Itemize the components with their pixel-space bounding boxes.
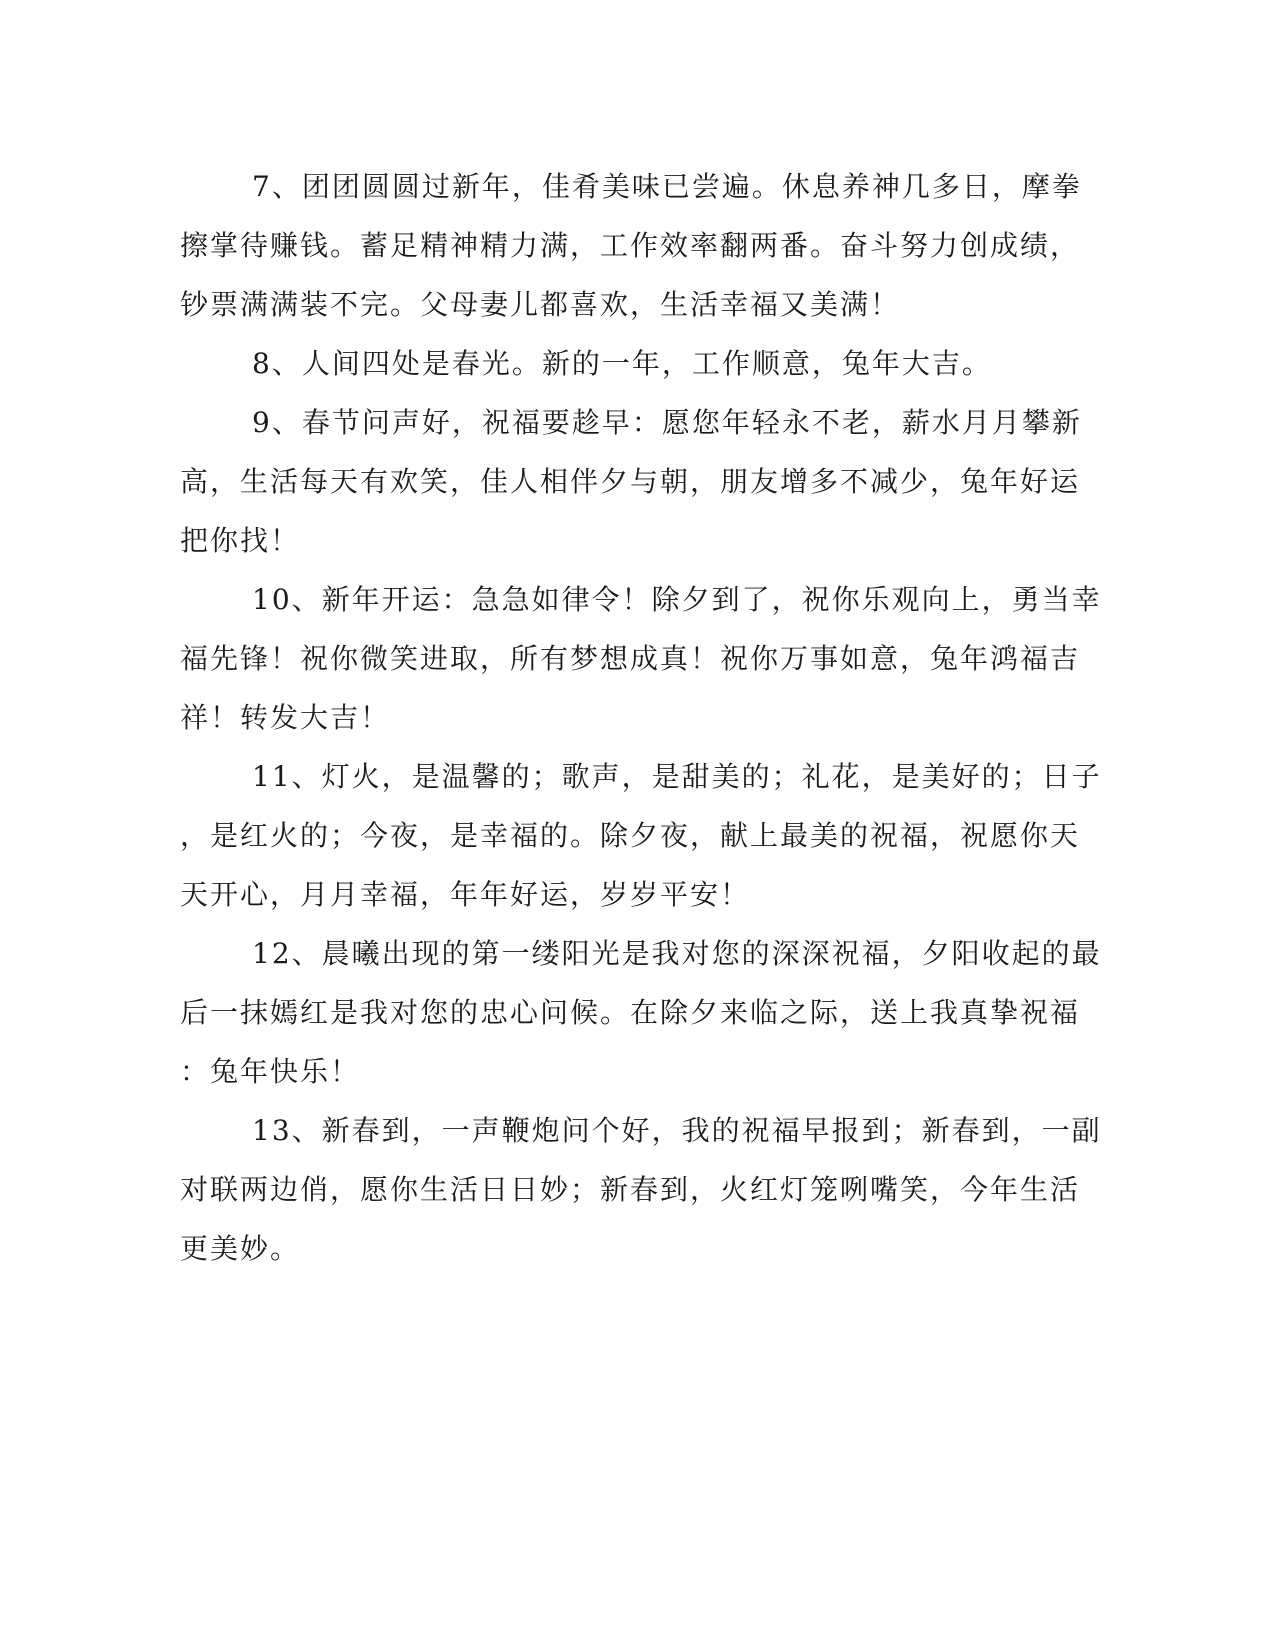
paragraph-line: 13、新春到，一声鞭炮问个好，我的祝福早报到；新春到，一副: [252, 1114, 1102, 1147]
paragraph-line: 7、团团圆圆过新年，佳肴美味已尝遍。休息养神几多日，摩拳: [252, 170, 1082, 203]
paragraph-line: 10、新年开运：急急如律令！除夕到了，祝你乐观向上，勇当幸: [252, 583, 1102, 616]
paragraph-8: [180, 334, 1030, 393]
paragraph-line: 12、晨曦出现的第一缕阳光是我对您的深深祝福，夕阳收起的最: [252, 937, 1102, 970]
document-body: [180, 157, 1102, 1278]
paragraph-line: 后一抹嫣红是我对您的忠心问候。在除夕来临之际，送上我真挚祝福: [180, 996, 1081, 1029]
paragraph-line: 对联两边俏，愿你生活日日妙；新春到，火红灯笼咧嘴笑，今年生活: [180, 1173, 1081, 1206]
paragraph-line: 9、春节问声好，祝福要趁早：愿您年轻永不老，薪水月月攀新: [252, 406, 1082, 439]
paragraph-11: [180, 747, 1102, 924]
paragraph-7: [180, 157, 1082, 334]
paragraph-line: 8、人间四处是春光。新的一年，工作顺意，兔年大吉。: [252, 347, 992, 380]
paragraph-line: 高，生活每天有欢笑，佳人相伴夕与朝，朋友增多不减少，兔年好运: [180, 465, 1081, 498]
paragraph-line: 11、灯火，是温馨的；歌声，是甜美的；礼花，是美好的；日子: [252, 760, 1102, 793]
paragraph-13: [180, 1101, 1102, 1278]
paragraph-line: 擦掌待赚钱。蓄足精神精力满，工作效率翻两番。奋斗努力创成绩，: [180, 229, 1081, 262]
paragraph-line: ，是红火的；今夜，是幸福的。除夕夜，献上最美的祝福，祝愿你天: [180, 819, 1081, 852]
paragraph-line: 把你找！: [180, 524, 301, 557]
paragraph-line: 钞票满满装不完。父母妻儿都喜欢，生活幸福又美满！: [180, 288, 901, 321]
paragraph-line: 祥！转发大吉！: [180, 701, 391, 734]
paragraph-12: [180, 924, 1102, 1101]
paragraph-line: 福先锋！祝你微笑进取，所有梦想成真！祝你万事如意，兔年鸿福吉: [180, 642, 1081, 675]
paragraph-10: [180, 570, 1102, 747]
paragraph-line: 更美妙。: [180, 1232, 301, 1265]
paragraph-line: 天开心，月月幸福，年年好运，岁岁平安！: [180, 878, 751, 911]
paragraph-line: ：兔年快乐！: [180, 1055, 361, 1088]
paragraph-9: [180, 393, 1082, 570]
